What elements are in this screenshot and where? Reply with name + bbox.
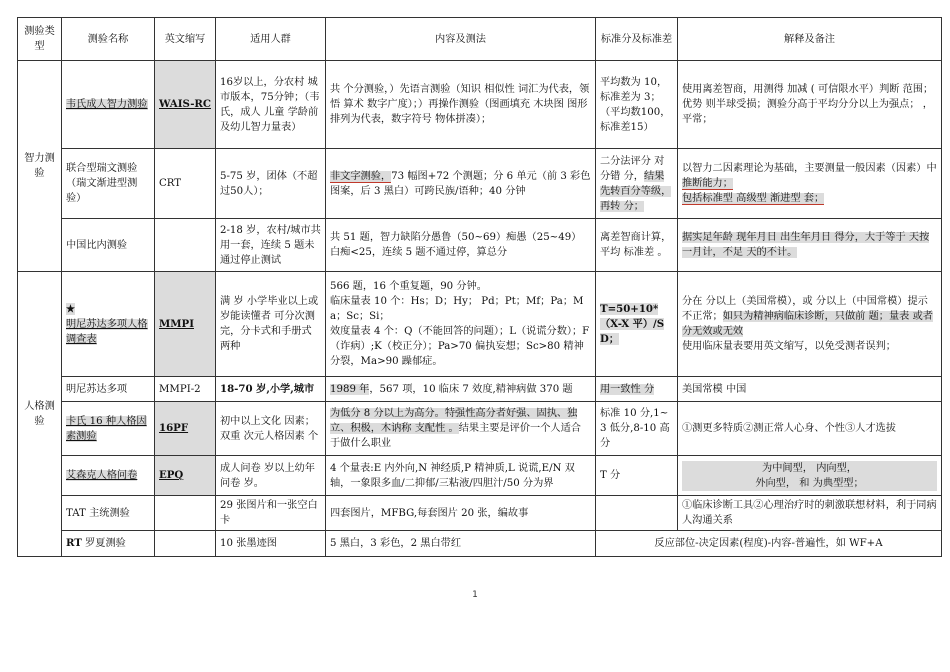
table-row bbox=[18, 219, 942, 272]
test-population: 满 岁 小学毕业以上或 岁能读懂者 可分次测完，分卡式和手册式两种 bbox=[216, 272, 326, 377]
test-content: 共 个分测验，）先语言测验（知识 相似性 词汇为代表，领悟 算术 数字广度）；）再操作测验（图画填充 木块图 图形排列为代表，数字符号 物体拼凑）； bbox=[326, 61, 596, 149]
test-abbr bbox=[155, 531, 216, 557]
test-abbr: EPQ bbox=[155, 456, 216, 496]
star-icon: ★ bbox=[66, 302, 76, 315]
test-abbr: 16PF bbox=[155, 402, 216, 456]
test-name: 联合型瑞文测验（瑞文渐进型测验） bbox=[62, 149, 155, 219]
col-header-notes: 解释及备注 bbox=[678, 18, 942, 61]
table-row bbox=[18, 61, 942, 149]
test-notes bbox=[678, 272, 942, 377]
test-name bbox=[62, 61, 155, 149]
test-content bbox=[326, 149, 596, 219]
test-population: 29 张图片和一张空白卡 bbox=[216, 496, 326, 531]
col-header-content: 内容及测法 bbox=[326, 18, 596, 61]
standard-highlight: 结果先转百分等级，再转 分； bbox=[600, 170, 672, 212]
test-population: 2-18 岁，农村/城市共用一套，连续 5 题未通过停止测试 bbox=[216, 219, 326, 272]
test-standard bbox=[596, 272, 678, 377]
content-highlight: 非文字测验， bbox=[330, 170, 392, 182]
notes-text: 以智力二因素理论为基础，主要测量一般因素（因素）中 bbox=[682, 163, 937, 174]
test-content bbox=[326, 272, 596, 377]
content-text: 结果主要是评价一个人适合于做什么职业 bbox=[330, 423, 581, 449]
content-text: 73 幅图+72 个测题；分 6 单元（前 3 彩色图案，后 3 黑白）可跨民族/语种；40 分钟 bbox=[330, 170, 591, 197]
test-content: 四套图片，MFBG,每套图片 20 张，编故事 bbox=[326, 496, 596, 531]
header-row bbox=[18, 18, 942, 61]
test-content bbox=[326, 377, 596, 402]
test-population: 10 张墨迹图 bbox=[216, 531, 326, 557]
category-personality: 人格测验 bbox=[18, 272, 62, 557]
test-abbr: MMPI bbox=[155, 272, 216, 377]
test-abbr: MMPI-2 bbox=[155, 377, 216, 402]
test-name-text: 韦氏成人智力测验 bbox=[66, 99, 148, 110]
content-highlight: 为低分 8 分以上为高分。特强性高分者好强、固执、独立、积极，木讷称 支配性 。 bbox=[330, 408, 578, 434]
test-notes bbox=[678, 219, 942, 272]
test-name bbox=[62, 402, 155, 456]
test-content: 5 黑白，3 彩色，2 黑白带红 bbox=[326, 531, 596, 557]
test-population: 16岁以上，分农村 城市版本，75分钟；（韦氏，成人 儿童 学龄前及幼儿智力量表） bbox=[216, 61, 326, 149]
test-standard: 平均数为 10，标准差为 3；（平均数100，标准差15） bbox=[596, 61, 678, 149]
notes-text-2: 使用临床量表要用英文缩写，以免受测者误判； bbox=[682, 341, 896, 352]
content-line: 临床量表 10 个：Hs；D；Hy； Pd；Pt；Mf；Pa；Ma；Sc；Si； bbox=[330, 296, 584, 322]
test-abbr: WAIS-RC bbox=[155, 61, 216, 149]
test-standard bbox=[596, 496, 678, 531]
notes-highlight-2: 包括标准型 高级型 渐进型 套； bbox=[682, 193, 825, 204]
test-notes bbox=[678, 149, 942, 219]
notes-highlight-2: 外向型， 和 为典型型； bbox=[682, 476, 937, 491]
category-intelligence: 智力测验 bbox=[18, 61, 62, 272]
test-notes: 使用离差智商，用测得 加减 ( 可信限水平）判断 范围； 优势 则半球受损；测验分高于平均分分以上为强点； ， 平常； bbox=[678, 61, 942, 149]
test-abbr: CRT bbox=[155, 149, 216, 219]
col-header-population: 适用人群 bbox=[216, 18, 326, 61]
test-notes bbox=[678, 456, 942, 496]
standard-highlight: T=50+10*（X-X 平）/SD； bbox=[600, 302, 665, 345]
standard-text: 二分法评分 对 分错 分， bbox=[600, 155, 665, 182]
test-standard: 离差智商计算，平均 标准差 。 bbox=[596, 219, 678, 272]
content-line: 566 题，16 个重复题，90 分钟。 bbox=[330, 281, 487, 292]
content-text: ，567 项，10 临床 7 效度,精神病做 370 题 bbox=[369, 383, 573, 395]
test-name-text: 艾森克人格问卷 bbox=[66, 470, 138, 481]
test-abbr bbox=[155, 496, 216, 531]
table-row bbox=[18, 496, 942, 531]
test-content: 共 51 题，智力缺陷分愚鲁（50~69）痴愚（25~49）白痴<25，连续 5 题不通过停，算总分 bbox=[326, 219, 596, 272]
test-name-text: 罗夏测验 bbox=[81, 538, 126, 549]
test-population: 18-70 岁,小学,城市 bbox=[216, 377, 326, 402]
test-name bbox=[62, 531, 155, 557]
table-row bbox=[18, 149, 942, 219]
page-number: 1 bbox=[472, 590, 478, 600]
test-name-text: 卡氏 16 种人格因素测验 bbox=[66, 415, 147, 442]
test-population: 成人问卷 岁以上幼年问卷 岁。 bbox=[216, 456, 326, 496]
notes-highlight: 如只为精神病临床诊断，只做前 题；量表 或者 分无效或无效 bbox=[682, 311, 933, 337]
test-content: 4 个量表:E 内外向,N 神经质,P 精神质,L 说谎,E/N 双轴，一象限多血/二抑郁/三粘液/四胆汁/50 分为界 bbox=[326, 456, 596, 496]
test-abbr bbox=[155, 219, 216, 272]
col-header-standard: 标准分及标准差 bbox=[596, 18, 678, 61]
test-population: 5-75 岁，团体（不超过50人）； bbox=[216, 149, 326, 219]
table-row bbox=[18, 377, 942, 402]
test-standard: T 分 bbox=[596, 456, 678, 496]
table-row bbox=[18, 272, 942, 377]
col-header-abbr: 英文缩写 bbox=[155, 18, 216, 61]
test-standard bbox=[596, 377, 678, 402]
test-standard bbox=[596, 149, 678, 219]
standard-highlight: 用一致性 分 bbox=[600, 383, 655, 395]
test-table bbox=[17, 17, 942, 557]
test-name: 中国比内测验 bbox=[62, 219, 155, 272]
notes-text: 分在 分以上（美国常模），或 分以上（中国常模）提示不正常； bbox=[682, 296, 928, 322]
test-name: TAT 主统测验 bbox=[62, 496, 155, 531]
test-name: 明尼苏达多项 bbox=[62, 377, 155, 402]
notes-highlight: 为中间型， 内向型， bbox=[682, 461, 937, 476]
test-content bbox=[326, 402, 596, 456]
table-row bbox=[18, 531, 942, 557]
content-line: 效度量表 4 个：Q（不能回答的问题）；L（说谎分数）；F（诈病）;K（校正分）；Pa>70 偏执妄想；Sc>80 精神分裂，Ma>90 躁郁症。 bbox=[330, 326, 590, 367]
test-notes: ①测更多特质②测正常人心身、个性③人才选拔 bbox=[678, 402, 942, 456]
test-name-text: 明尼苏达多项人格调查表 bbox=[66, 318, 148, 345]
test-name-bold: RT bbox=[66, 537, 82, 549]
test-notes: 美国常模 中国 bbox=[678, 377, 942, 402]
test-standard: 标准 10 分,1~3 低分,8-10 高分 bbox=[596, 402, 678, 456]
col-header-type: 测验类型 bbox=[18, 18, 62, 61]
col-header-name: 测验名称 bbox=[62, 18, 155, 61]
content-highlight: 1989 年 bbox=[330, 383, 370, 395]
notes-highlight: 推断能力； bbox=[682, 178, 733, 189]
test-interpretation: 反应部位-决定因素(程度)-内容-普遍性，如 WF+A bbox=[596, 531, 942, 557]
table-row bbox=[18, 456, 942, 496]
test-name bbox=[62, 272, 155, 377]
test-population: 初中以上文化 因素；双重 次元人格因素 个 bbox=[216, 402, 326, 456]
notes-highlight: 据实足年龄 现年月日 出生年月日 得分，大于等于 天按一月计，不足 天的不计。 bbox=[682, 232, 930, 258]
test-notes: ①临床诊断工具②心理治疗时的刺激联想材料，利于同病人沟通关系 bbox=[678, 496, 942, 531]
test-name bbox=[62, 456, 155, 496]
table-row bbox=[18, 402, 942, 456]
